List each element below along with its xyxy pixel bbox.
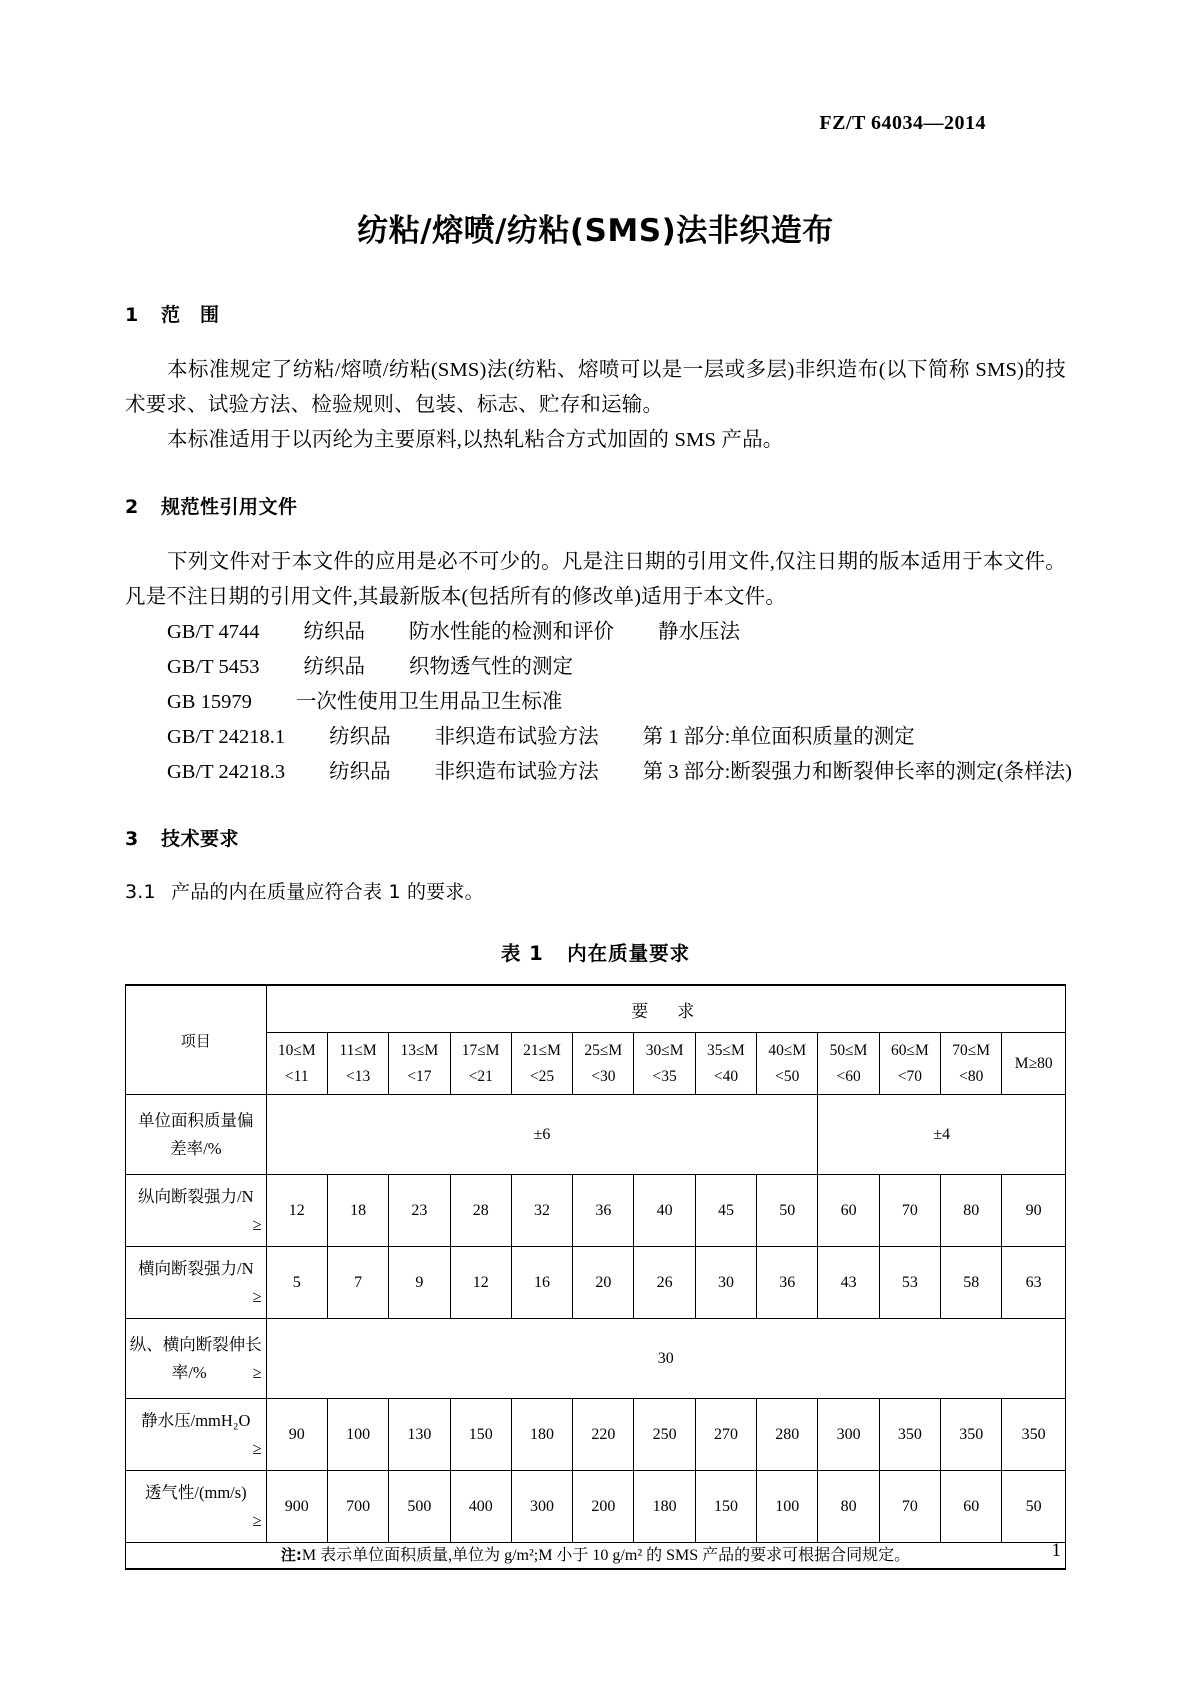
range-line1: 13≤M	[400, 1041, 439, 1059]
row-value: 350	[879, 1399, 940, 1471]
subsection-number-3-1: 3.1	[125, 881, 156, 903]
section-number-1: 1	[125, 304, 139, 326]
section-2-paragraph-1: 下列文件对于本文件的应用是必不可少的。凡是注日期的引用文件,仅注日期的版本适用于本文件。凡是不注日期的引用文件,其最新版本(包括所有的修改单)适用于本文件。	[125, 551, 1066, 608]
table-row	[126, 1095, 1066, 1175]
range-line2: <70	[897, 1067, 923, 1085]
range-line1: 21≤M	[523, 1041, 561, 1059]
row-value: 80	[941, 1175, 1002, 1247]
reference-name: 一次性使用卫生用品卫生标准	[295, 691, 563, 713]
row-item-line1: 单位面积质量偏	[138, 1110, 254, 1130]
row-value: 90	[1002, 1175, 1066, 1247]
row-item-ge-symbol: ≥	[252, 1510, 262, 1530]
row-value: 23	[389, 1175, 450, 1247]
section-number-3: 3	[125, 828, 139, 850]
row-value: 60	[941, 1471, 1002, 1543]
row-value: 60	[818, 1175, 879, 1247]
row-value: 300	[818, 1399, 879, 1471]
section-title-1: 范 围	[161, 304, 220, 326]
reference-code: GB/T 4744	[167, 621, 260, 643]
reference-extra: 第 3 部分:断裂强力和断裂伸长率的测定(条样法)	[642, 761, 1072, 783]
table-row	[126, 1175, 1066, 1247]
row-value: 30	[695, 1247, 756, 1319]
table-header-range-3	[450, 1033, 511, 1095]
reference-detail: 非织造布试验方法	[434, 761, 599, 783]
table-note-row	[126, 1543, 1066, 1570]
range-line1: 30≤M	[645, 1041, 684, 1059]
row-value: 180	[634, 1471, 695, 1543]
reference-item	[125, 615, 1066, 650]
document-body	[125, 300, 1072, 1570]
row-value: 400	[450, 1471, 511, 1543]
table-header-row-ranges	[126, 1033, 1066, 1095]
row-value: 70	[879, 1175, 940, 1247]
row-value: 9	[389, 1247, 450, 1319]
row-value: 18	[327, 1175, 388, 1247]
range-line1: 70≤M	[952, 1041, 991, 1059]
section-heading-3	[125, 824, 1066, 851]
table-row	[126, 1247, 1066, 1319]
row-value: 16	[511, 1247, 572, 1319]
range-line1: 60≤M	[890, 1041, 929, 1059]
row-value: 130	[389, 1399, 450, 1471]
row-value: 12	[266, 1175, 327, 1247]
range-line2: <21	[468, 1067, 493, 1085]
reference-code: GB 15979	[167, 691, 252, 713]
range-line2: <17	[407, 1067, 432, 1085]
row-value: 32	[511, 1175, 572, 1247]
row-value: 150	[450, 1399, 511, 1471]
range-line2: <80	[959, 1067, 984, 1085]
row-value: 270	[695, 1399, 756, 1471]
table-note	[126, 1543, 1066, 1570]
row-value: 220	[573, 1399, 634, 1471]
table-caption	[125, 938, 1066, 966]
inner-quality-requirements-table	[125, 984, 1066, 1570]
section-title-2: 规范性引用文件	[161, 496, 298, 518]
table-header-range-6	[634, 1033, 695, 1095]
row-item-line1: 透气性/(mm/s)	[144, 1482, 247, 1502]
range-line1: 35≤M	[707, 1041, 745, 1059]
row-value: 100	[327, 1399, 388, 1471]
row-value: 500	[389, 1471, 450, 1543]
section-number-2: 2	[125, 496, 139, 518]
row-item-label	[126, 1319, 267, 1399]
reference-extra: 第 1 部分:单位面积质量的测定	[642, 726, 915, 748]
row-value: 58	[941, 1247, 1002, 1319]
row-item-label	[126, 1399, 267, 1471]
row-value: 5	[266, 1247, 327, 1319]
row-value: 36	[757, 1247, 818, 1319]
row-item-label	[126, 1247, 267, 1319]
reference-detail: 织物透气性的测定	[408, 656, 573, 678]
row-merged-value: ±6	[266, 1095, 818, 1175]
reference-name: 纺织品	[303, 621, 365, 643]
range-line2: <35	[652, 1067, 677, 1085]
table-header-range-11	[941, 1033, 1002, 1095]
row-value: 300	[511, 1471, 572, 1543]
reference-name: 纺织品	[329, 726, 391, 748]
table-row	[126, 1319, 1066, 1399]
row-value: 100	[757, 1471, 818, 1543]
range-line1: M≥80	[1014, 1054, 1053, 1072]
reference-item	[125, 755, 1072, 790]
table-row	[126, 1471, 1066, 1543]
reference-code: GB/T 5453	[167, 656, 260, 678]
row-value: 28	[450, 1175, 511, 1247]
table-header-range-8	[757, 1033, 818, 1095]
row-value: 26	[634, 1247, 695, 1319]
row-value: 90	[266, 1399, 327, 1471]
subsection-text-3-1: 产品的内在质量应符合表 1 的要求。	[171, 881, 484, 903]
row-item-label	[126, 1471, 267, 1543]
range-line2: <30	[591, 1067, 616, 1085]
range-line1: 25≤M	[584, 1041, 623, 1059]
table-header-range-0	[266, 1033, 327, 1095]
row-value: 12	[450, 1247, 511, 1319]
page-header-standard-code: FZ/T 64034—2014	[819, 112, 986, 134]
table-header-range-9	[818, 1033, 879, 1095]
row-value: 280	[757, 1399, 818, 1471]
row-value: 900	[266, 1471, 327, 1543]
page-number: 1	[1051, 1540, 1061, 1561]
section-1-paragraph-2: 本标准适用于以丙纶为主要原料,以热轧粘合方式加固的 SMS 产品。	[167, 429, 784, 451]
table-note-text: M 表示单位面积质量,单位为 g/m²;M 小于 10 g/m² 的 SMS 产品的要求可根据合同规定。	[301, 1547, 911, 1564]
row-value: 80	[818, 1471, 879, 1543]
table-header-range-4	[511, 1033, 572, 1095]
row-item-line1: 纵向断裂强力/N	[138, 1186, 254, 1206]
range-line1: 17≤M	[461, 1041, 500, 1059]
section-1-paragraph-1: 本标准规定了纺粘/熔喷/纺粘(SMS)法(纺粘、熔喷可以是一层或多层)非织造布(以下简称 SMS)的技术要求、试验方法、检验规则、包装、标志、贮存和运输。	[125, 359, 1066, 416]
range-line2: <60	[836, 1067, 861, 1085]
row-item-label	[126, 1175, 267, 1247]
row-value: 150	[695, 1471, 756, 1543]
table-caption-label: 表 1	[500, 942, 544, 965]
row-item-ge-symbol: ≥	[252, 1438, 262, 1458]
row-value: 20	[573, 1247, 634, 1319]
section-heading-2	[125, 492, 1066, 519]
reference-detail: 非织造布试验方法	[434, 726, 599, 748]
row-value: 45	[695, 1175, 756, 1247]
page-title: 纺粘/熔喷/纺粘(SMS)法非织造布	[357, 213, 834, 249]
range-line2: <13	[345, 1067, 371, 1085]
row-value: 70	[879, 1471, 940, 1543]
row-value: 180	[511, 1399, 572, 1471]
table-caption-text: 内在质量要求	[567, 942, 691, 965]
row-value: 43	[818, 1247, 879, 1319]
row-value: 250	[634, 1399, 695, 1471]
section-title-3: 技术要求	[161, 828, 240, 850]
row-value: 36	[573, 1175, 634, 1247]
row-value: 50	[757, 1175, 818, 1247]
row-item-ge-symbol: ≥	[252, 1362, 262, 1382]
row-value: 7	[327, 1247, 388, 1319]
section-heading-1	[125, 300, 1066, 327]
row-merged-value: 30	[266, 1319, 1065, 1399]
row-value: 53	[879, 1247, 940, 1319]
range-line2: <11	[284, 1067, 309, 1085]
reference-code: GB/T 24218.1	[167, 726, 286, 748]
row-item-line1: 横向断裂强力/N	[138, 1258, 254, 1278]
row-item-ge-symbol: ≥	[252, 1286, 262, 1306]
row-item-line1: 静水压/mmH₂O	[141, 1410, 251, 1430]
table-header-row-requirement	[126, 985, 1066, 1033]
row-item-line2: 差率/%	[170, 1138, 222, 1158]
reference-item	[125, 650, 1066, 685]
table-header-range-12	[1002, 1033, 1066, 1095]
row-value: 63	[1002, 1247, 1066, 1319]
range-line2: <25	[529, 1067, 555, 1085]
row-merged-value: ±4	[818, 1095, 1066, 1175]
table-header-range-5	[573, 1033, 634, 1095]
row-value: 200	[573, 1471, 634, 1543]
range-line1: 50≤M	[829, 1041, 868, 1059]
row-item-label	[126, 1095, 267, 1175]
reference-extra: 静水压法	[657, 621, 740, 643]
table-header-range-2	[389, 1033, 450, 1095]
reference-name: 纺织品	[303, 656, 365, 678]
range-line1: 11≤M	[339, 1041, 377, 1059]
row-item-line2-wrap	[126, 1359, 266, 1387]
reference-item	[125, 720, 1066, 755]
row-value: 350	[1002, 1399, 1066, 1471]
range-line1: 40≤M	[768, 1041, 807, 1059]
row-value: 50	[1002, 1471, 1066, 1543]
row-value: 350	[941, 1399, 1002, 1471]
table-row	[126, 1399, 1066, 1471]
table-header-item: 项目	[126, 985, 267, 1095]
reference-item	[125, 685, 1066, 720]
table-header-range-10	[879, 1033, 940, 1095]
row-item-line2: 率/%	[171, 1362, 207, 1382]
row-item-line1: 纵、横向断裂伸长	[129, 1334, 262, 1354]
reference-name: 纺织品	[329, 761, 391, 783]
row-value: 700	[327, 1471, 388, 1543]
table-header-range-7	[695, 1033, 756, 1095]
reference-detail: 防水性能的检测和评价	[408, 621, 614, 643]
table-note-label: 注:	[280, 1546, 302, 1564]
reference-code: GB/T 24218.3	[167, 761, 286, 783]
range-line1: 10≤M	[277, 1041, 316, 1059]
range-line2: <50	[775, 1067, 800, 1085]
table-header-range-1	[327, 1033, 388, 1095]
range-line2: <40	[713, 1067, 739, 1085]
table-header-requirement: 要 求	[266, 985, 1065, 1033]
row-item-ge-symbol: ≥	[252, 1214, 262, 1234]
row-value: 40	[634, 1175, 695, 1247]
subsection-3-1	[125, 877, 1066, 904]
